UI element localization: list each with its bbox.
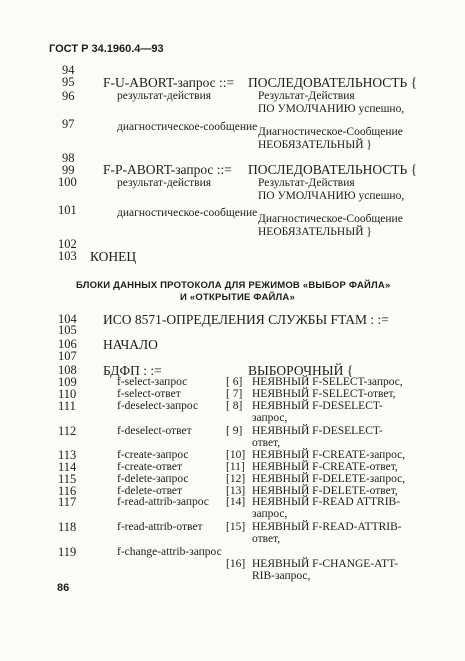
field-type: НЕЯВНЫЙ F-DESELECT- bbox=[252, 400, 383, 412]
field-name: f-create-запрос bbox=[117, 449, 189, 461]
page-number: 86 bbox=[57, 582, 70, 594]
field-name: f-select-запрос bbox=[117, 376, 188, 388]
line-number: 96 bbox=[62, 89, 75, 103]
field-type: Результат-Действия bbox=[258, 90, 355, 102]
gost-header: ГОСТ Р 34.1960.4—93 bbox=[49, 43, 164, 55]
field-type: НЕЯВНЫЙ F-CREATE-ответ, bbox=[252, 461, 398, 473]
field-tag: [15] bbox=[226, 521, 246, 533]
field-optional: НЕОБЯЗАТЕЛЬНЫЙ } bbox=[258, 226, 372, 238]
field-type: Диагностическое-Сообщение bbox=[258, 126, 403, 138]
line-number: 94 bbox=[62, 63, 75, 77]
fpabort-definition: F-P-ABORT-запрос ::= bbox=[103, 162, 232, 177]
line-number: 111 bbox=[58, 399, 76, 413]
field-name: f-create-ответ bbox=[117, 461, 183, 473]
section-title: БЛОКИ ДАННЫХ ПРОТОКОЛА ДЛЯ РЕЖИМОВ «ВЫБОР ФАЙЛА» bbox=[76, 280, 391, 291]
line-number: 100 bbox=[58, 175, 77, 189]
line-number: 112 bbox=[58, 424, 77, 438]
field-tag: [13] bbox=[226, 485, 246, 497]
line-number: 105 bbox=[58, 323, 77, 337]
field-name: диагностическое-сообщение bbox=[117, 121, 258, 133]
field-type-continued: запрос, bbox=[252, 412, 288, 424]
field-name: результат-действия bbox=[117, 177, 212, 189]
line-number: 99 bbox=[62, 163, 75, 177]
field-name: f-read-attrib-запрос bbox=[117, 496, 209, 508]
field-type: НЕЯВНЫЙ F-DELETE-ответ, bbox=[252, 485, 398, 497]
line-number: 98 bbox=[62, 151, 75, 165]
field-name: f-select-ответ bbox=[117, 388, 181, 400]
line-number: 106 bbox=[58, 337, 77, 351]
line-number: 116 bbox=[58, 484, 77, 498]
fuabort-definition: F-U-ABORT-запрос ::= bbox=[103, 75, 235, 90]
bdfp-definition: БДФП : := bbox=[103, 363, 162, 378]
line-number: 118 bbox=[58, 520, 77, 534]
field-name: f-delete-запрос bbox=[117, 473, 189, 485]
field-name: f-deselect-ответ bbox=[117, 425, 192, 437]
field-type: НЕЯВНЫЙ F-READ-ATTRIB- bbox=[252, 521, 402, 533]
field-name: результат-действия bbox=[117, 90, 212, 102]
begin-keyword: НАЧАЛО bbox=[103, 337, 158, 352]
line-number: 119 bbox=[58, 545, 77, 559]
line-number: 110 bbox=[58, 387, 77, 401]
field-type-continued: RIB-запрос, bbox=[252, 570, 311, 582]
field-tag: [16] bbox=[226, 558, 246, 570]
line-number: 104 bbox=[58, 312, 77, 326]
field-type: НЕЯВНЫЙ F-CREATE-запрос, bbox=[252, 449, 406, 461]
field-type-continued: запрос, bbox=[252, 508, 288, 520]
line-number: 109 bbox=[58, 375, 77, 389]
field-optional: НЕОБЯЗАТЕЛЬНЫЙ } bbox=[258, 139, 372, 151]
end-keyword: КОНЕЦ bbox=[90, 249, 137, 264]
line-number: 97 bbox=[62, 117, 75, 131]
choice-keyword: ВЫБОРОЧНЫЙ { bbox=[248, 363, 354, 378]
field-name: диагностическое-сообщение bbox=[117, 207, 258, 219]
field-type: НЕЯВНЫЙ F-READ ATTRIB- bbox=[252, 496, 401, 508]
field-name: f-delete-ответ bbox=[117, 485, 183, 497]
field-type: НЕЯВНЫЙ F-DESELECT- bbox=[252, 425, 383, 437]
section-title-continued: И «ОТКРЫТИЕ ФАЙЛА» bbox=[180, 292, 295, 303]
field-name: f-read-attrib-ответ bbox=[117, 521, 203, 533]
field-type: Диагностическое-Сообщение bbox=[258, 213, 403, 225]
field-tag: [ 6] bbox=[226, 376, 243, 388]
field-type: Результат-Действия bbox=[258, 177, 355, 189]
line-number: 107 bbox=[58, 349, 77, 363]
field-type: НЕЯВНЫЙ F-CHANGE-ATT- bbox=[252, 558, 399, 570]
field-name: f-deselect-запрос bbox=[117, 400, 199, 412]
line-number: 103 bbox=[58, 249, 77, 263]
line-number: 102 bbox=[58, 237, 77, 251]
line-number: 108 bbox=[58, 363, 77, 377]
field-type: НЕЯВНЫЙ F-DELETE-запрос, bbox=[252, 473, 406, 485]
line-number: 113 bbox=[58, 448, 77, 462]
field-name: f-change-attrib-запрос bbox=[117, 546, 222, 558]
field-default: ПО УМОЛЧАНИЮ успешно, bbox=[258, 190, 405, 202]
field-default: ПО УМОЛЧАНИЮ успешно, bbox=[258, 103, 405, 115]
field-tag: [14] bbox=[226, 496, 246, 508]
field-type: НЕЯВНЫЙ F-SELECT-запрос, bbox=[252, 376, 403, 388]
field-tag: [ 8] bbox=[226, 400, 243, 412]
line-number: 117 bbox=[58, 495, 77, 509]
field-type-continued: ответ, bbox=[252, 533, 281, 545]
line-number: 95 bbox=[62, 75, 75, 89]
field-tag: [ 7] bbox=[226, 388, 243, 400]
field-type-continued: ответ, bbox=[252, 437, 281, 449]
module-definition: ИСО 8571-ОПРЕДЕЛЕНИЯ СЛУЖБЫ FTAM : := bbox=[103, 312, 389, 327]
field-type: НЕЯВНЫЙ F-SELECT-ответ, bbox=[252, 388, 396, 400]
field-tag: [ 9] bbox=[226, 425, 243, 437]
line-number: 114 bbox=[58, 460, 77, 474]
line-number: 115 bbox=[58, 472, 77, 486]
field-tag: [12] bbox=[226, 473, 246, 485]
field-tag: [11] bbox=[226, 461, 245, 473]
sequence-keyword: ПОСЛЕДОВАТЕЛЬНОСТЬ { bbox=[248, 75, 418, 90]
sequence-keyword: ПОСЛЕДОВАТЕЛЬНОСТЬ { bbox=[248, 162, 418, 177]
field-tag: [10] bbox=[226, 449, 246, 461]
line-number: 101 bbox=[58, 203, 77, 217]
